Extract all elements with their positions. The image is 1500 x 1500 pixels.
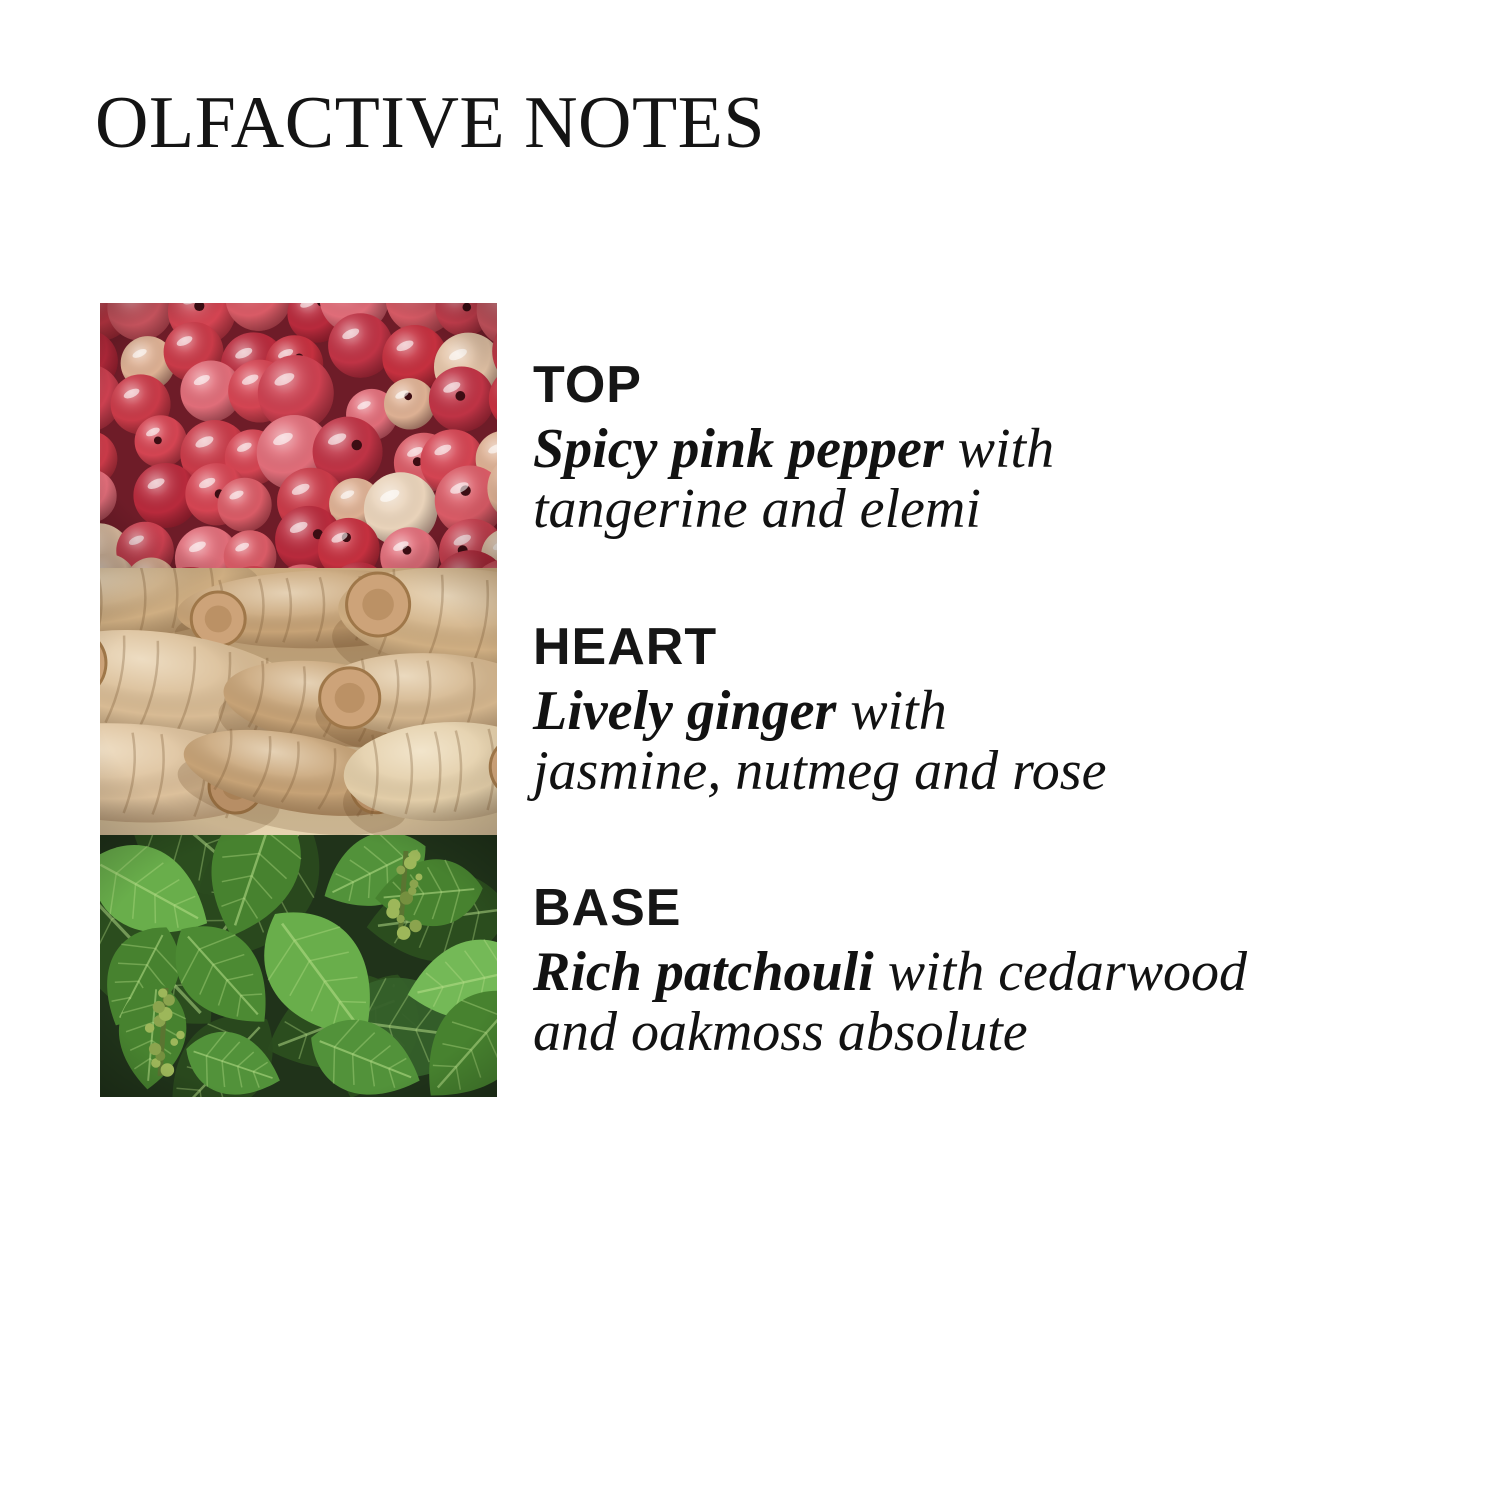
note-heart-description — [533, 681, 1273, 801]
note-top — [533, 356, 1273, 540]
pink-peppercorns-image — [100, 303, 497, 568]
patchouli-leaves-photo — [100, 835, 497, 1097]
note-heart — [533, 618, 1273, 802]
note-base-label: BASE — [533, 879, 682, 937]
note-heart-after-lead: with — [836, 680, 947, 742]
note-heart-line2: jasmine, nutmeg and rose — [533, 740, 1107, 802]
note-base-after-lead: with cedarwood — [873, 941, 1248, 1003]
note-top-lead: Spicy pink pepper — [533, 418, 944, 480]
note-base-line2: and oakmoss absolute — [533, 1001, 1028, 1063]
note-base — [533, 879, 1273, 1063]
pink-peppercorns-photo — [100, 303, 497, 568]
note-heart-label: HEART — [533, 618, 718, 676]
note-top-after-lead: with — [943, 418, 1055, 480]
patchouli-leaves-image — [100, 835, 497, 1097]
page-title: OLFACTIVE NOTES — [95, 82, 766, 164]
note-base-lead: Rich patchouli — [533, 941, 874, 1003]
ginger-roots-image — [100, 568, 497, 835]
photo-column — [100, 303, 497, 1097]
ginger-roots-photo — [100, 568, 497, 835]
note-heart-lead: Lively ginger — [533, 680, 837, 742]
note-top-description — [533, 419, 1273, 539]
note-top-line2: tangerine and elemi — [533, 478, 981, 540]
note-top-label: TOP — [533, 356, 642, 414]
note-base-description — [533, 942, 1273, 1062]
